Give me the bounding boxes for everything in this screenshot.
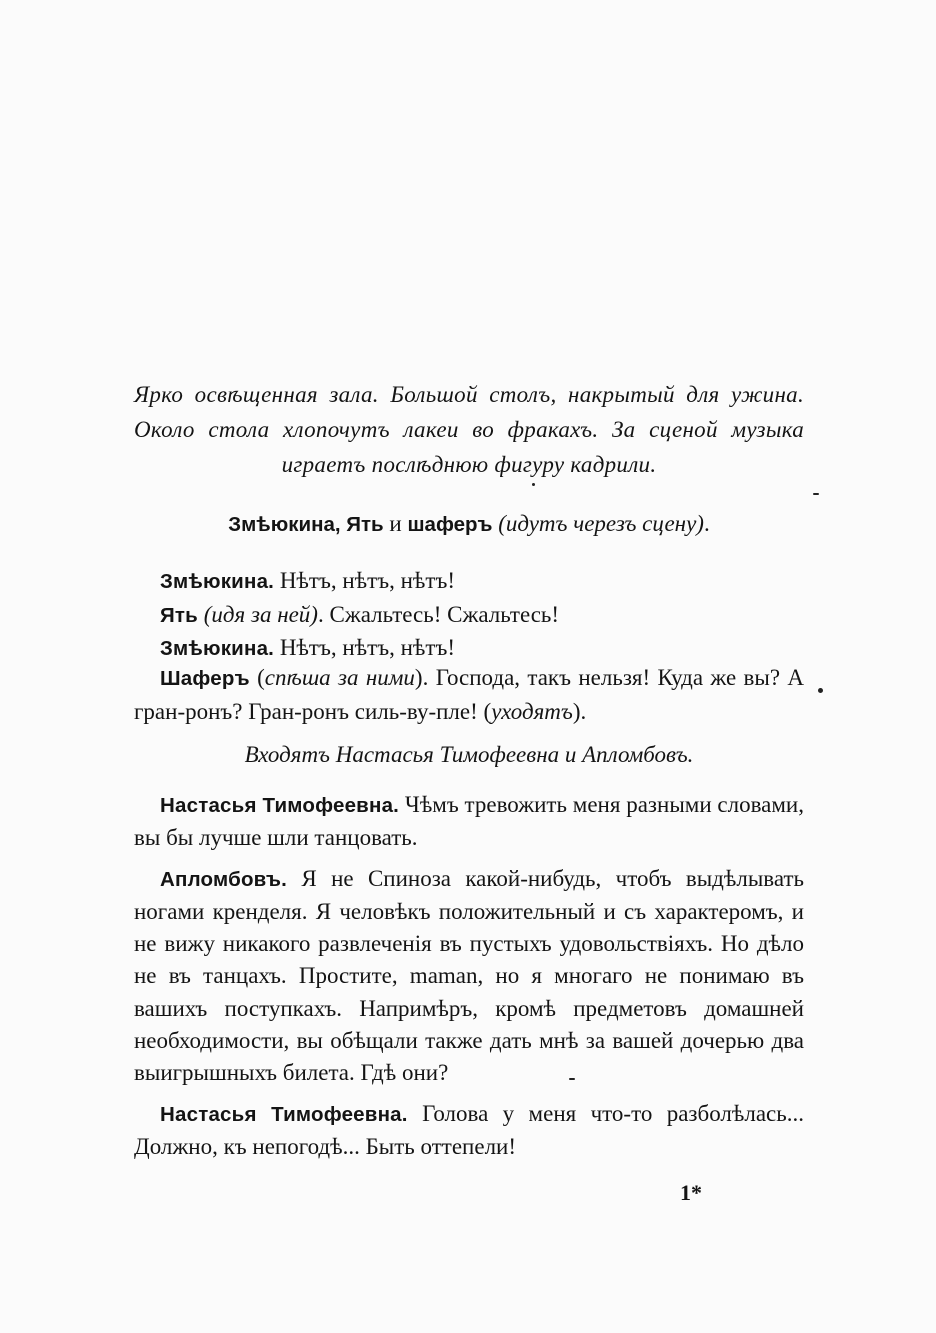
line-text: Нѣтъ, нѣтъ, нѣтъ! <box>279 635 455 660</box>
exit-note-open: ( <box>483 698 492 724</box>
speaker-name: Ять <box>160 603 198 627</box>
dialogue-paragraph <box>134 662 804 728</box>
exit-note: уходятъ <box>491 698 573 724</box>
short-dialogue-block <box>160 565 804 666</box>
dialogue-paragraph <box>134 863 804 1090</box>
scene-heading-names: Змѣюкина, Ять <box>228 513 384 536</box>
dialogue-block <box>134 789 804 1163</box>
ink-speck <box>818 688 823 693</box>
stage-direction: Ярко освѣщенная зала. Большой столъ, накрытый для ужина. Около стола хлопочутъ лакеи во фракахъ. За сценой музыка играетъ послѣднюю фигуру кадрили. <box>134 382 804 477</box>
shafer-line <box>134 662 804 728</box>
exit-note-close: ). <box>572 698 587 724</box>
scene-heading-direction: (идутъ черезъ сцену) <box>498 511 704 536</box>
scene-heading <box>134 507 804 542</box>
ink-speck <box>813 493 819 495</box>
scene-heading-conj: и <box>389 511 402 536</box>
speaker-name: Настасья Тимофеевна. <box>160 1102 408 1126</box>
line-text: Голова у меня что-то разболѣлась... Должно, къ непогодѣ... Быть оттепели! <box>134 1100 804 1159</box>
speaker-name: Апломбовъ. <box>160 867 288 891</box>
speaker-name: Настасья Тимофеевна. <box>160 794 400 817</box>
line-text: Я не Спиноза какой-нибудь, чтобъ выдѣлывать ногами кренделя. Я человѣкъ положительный и съ характеромъ, и не вижу никакого развлеченія въ пустыхъ удовольствіяхъ. Но дѣло не въ танцахъ. Простите, maman, но я многаго не понимаю въ вашихъ поступкахъ. Напримѣръ, кромѣ предметовъ домашней необходимости, вы обѣщали также дать мнѣ за вашей дочерью два выигрышныхъ билета. Гдѣ они? <box>134 865 804 1086</box>
ink-speck <box>569 1078 575 1080</box>
page-number: 1* <box>680 1180 702 1205</box>
scene-heading-end: . <box>703 511 710 536</box>
line-text: Нѣтъ, нѣтъ, нѣтъ! <box>279 568 455 593</box>
stage-note: (идя за ней) <box>203 601 318 627</box>
scene-heading-name2: шаферъ <box>407 513 493 536</box>
entrance-direction: Входятъ Настасья Тимофеевна и Апломбовъ. <box>244 742 694 767</box>
stage-note-open: ( <box>257 665 265 690</box>
speaker-name: Змѣюкина. <box>160 570 275 593</box>
speaker-name: Шаферъ <box>160 667 250 690</box>
stage-note: спѣша за ними <box>264 665 415 690</box>
ink-speck <box>532 483 535 486</box>
line-text: . Сжальтесь! Сжальтесь! <box>317 601 560 627</box>
dialogue-paragraph <box>134 1098 804 1164</box>
stage-note-close: ). <box>414 665 429 690</box>
line-text: Господа, такъ нельзя! Куда же вы? А гран-ронъ? Гран-ронъ силь-ву-пле! <box>134 665 805 724</box>
dialogue-line <box>160 599 804 633</box>
line-text: Чѣмъ тревожить меня разными словами, вы бы лучше шли танцовать. <box>134 792 804 851</box>
dialogue-line <box>160 565 804 599</box>
dialogue-line <box>160 632 804 666</box>
dialogue-paragraph <box>134 789 804 855</box>
speaker-name: Змѣюкина. <box>160 637 275 660</box>
